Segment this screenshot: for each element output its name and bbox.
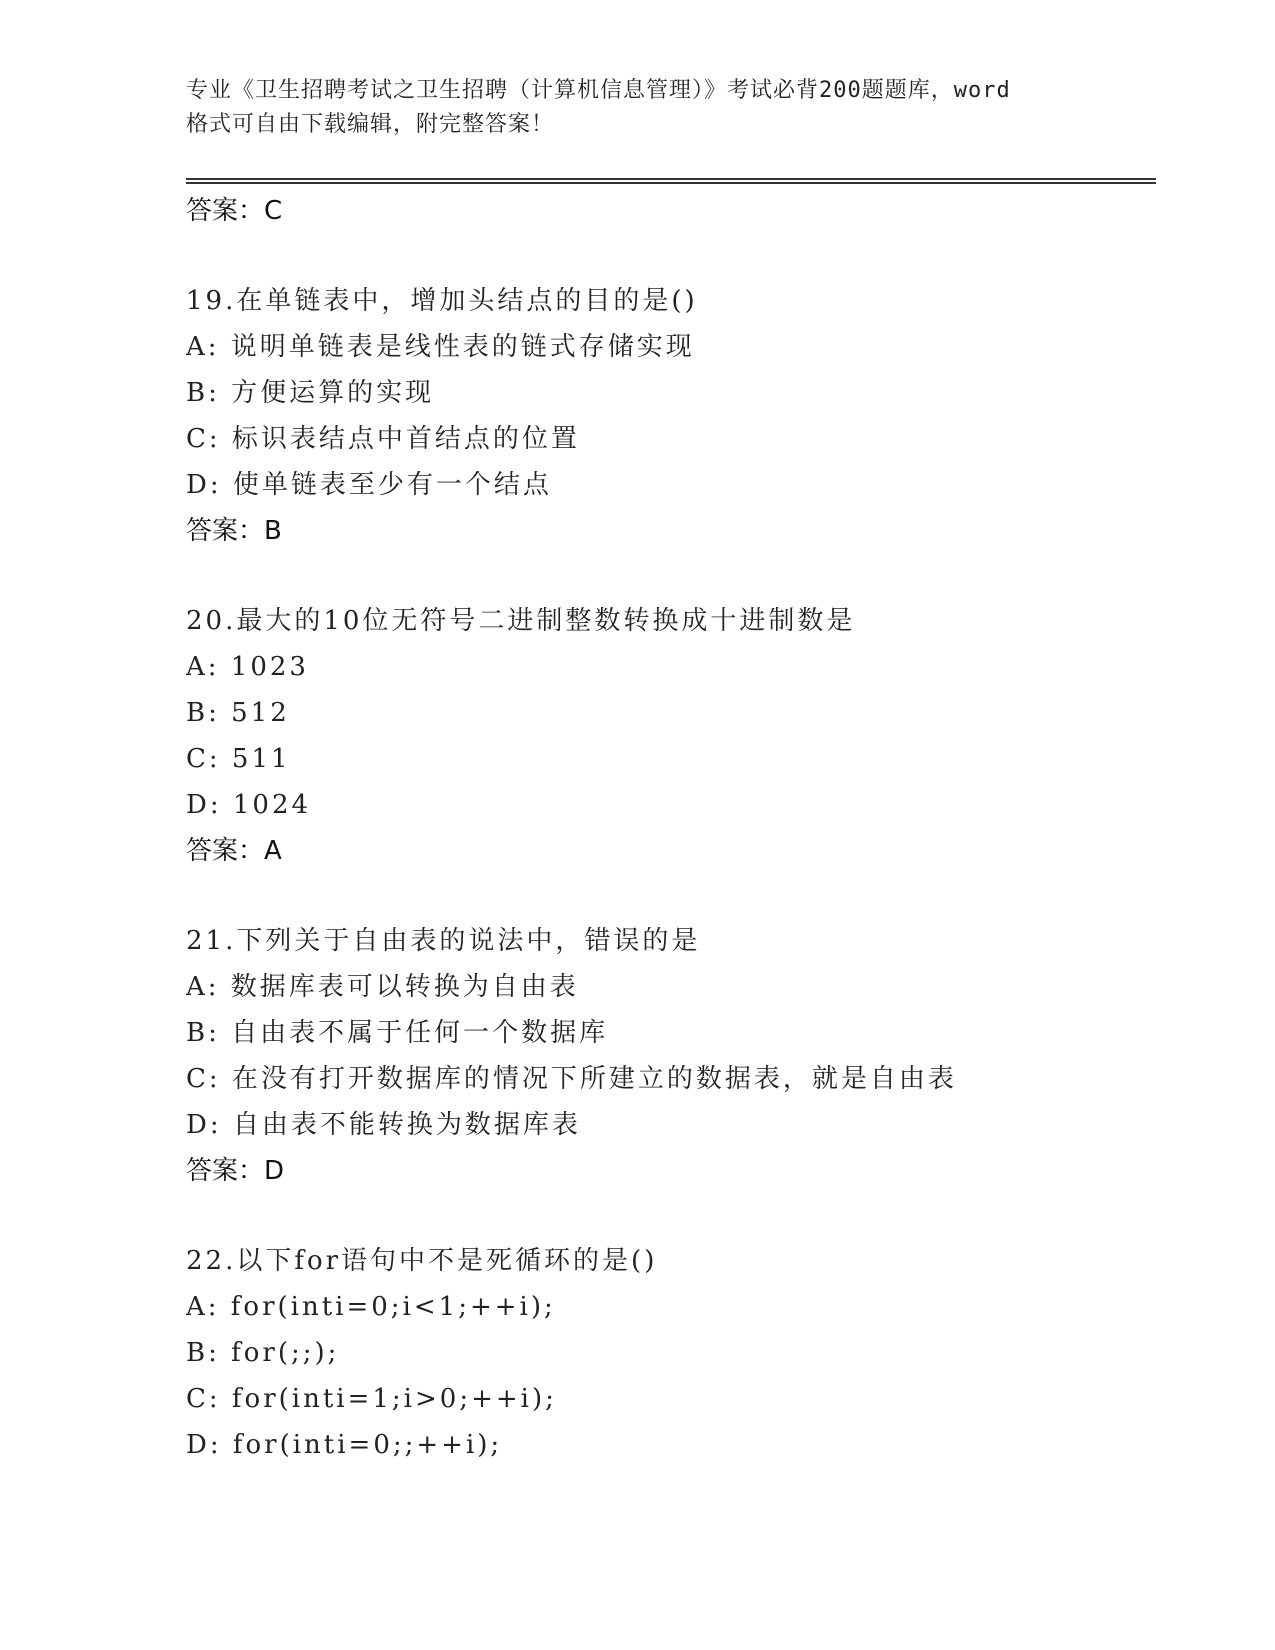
question-22 xyxy=(186,1238,1156,1468)
option-c: C: 在没有打开数据库的情况下所建立的数据表，就是自由表 xyxy=(186,1064,957,1094)
option-a: A: 数据库表可以转换为自由表 xyxy=(186,972,579,1002)
question-20 xyxy=(186,598,1156,874)
document-header xyxy=(186,74,1126,142)
previous-answer: 答案：C xyxy=(186,196,283,226)
option-a: A: for(inti=0;i<1;++i); xyxy=(186,1292,556,1322)
document-body xyxy=(186,188,1156,1512)
option-a: A: 说明单链表是线性表的链式存储实现 xyxy=(186,332,695,362)
option-d: D: 使单链表至少有一个结点 xyxy=(186,470,552,500)
header-line-2: 格式可自由下载编辑，附完整答案！ xyxy=(186,112,555,137)
option-b: B: 自由表不属于任何一个数据库 xyxy=(186,1018,609,1048)
question-stem: 21.下列关于自由表的说法中，错误的是 xyxy=(186,926,701,956)
option-b: B: for(;;); xyxy=(186,1338,340,1368)
question-stem: 22.以下for语句中不是死循环的是() xyxy=(186,1246,658,1276)
question-21 xyxy=(186,918,1156,1194)
option-d: D: 自由表不能转换为数据库表 xyxy=(186,1110,581,1140)
question-stem: 20.最大的10位无符号二进制整数转换成十进制数是 xyxy=(186,606,856,636)
option-d: D: 1024 xyxy=(186,790,312,820)
answer-label: 答案：D xyxy=(186,1156,285,1186)
header-line-1: 专业《卫生招聘考试之卫生招聘（计算机信息管理）》考试必背200题题库，word xyxy=(186,78,1011,103)
document-page xyxy=(186,0,1156,1650)
option-b: B: 方便运算的实现 xyxy=(186,378,435,408)
option-c: C: 标识表结点中首结点的位置 xyxy=(186,424,580,454)
option-d: D: for(inti=0;;++i); xyxy=(186,1430,503,1460)
question-19 xyxy=(186,278,1156,554)
option-b: B: 512 xyxy=(186,698,290,728)
answer-label: 答案：B xyxy=(186,516,282,546)
question-stem: 19.在单链表中，增加头结点的目的是() xyxy=(186,286,698,316)
answer-label: 答案：A xyxy=(186,836,282,866)
option-c: C: for(inti=1;i>0;++i); xyxy=(186,1384,557,1414)
header-divider xyxy=(186,178,1156,184)
option-c: C: 511 xyxy=(186,744,291,774)
option-a: A: 1023 xyxy=(186,652,309,682)
